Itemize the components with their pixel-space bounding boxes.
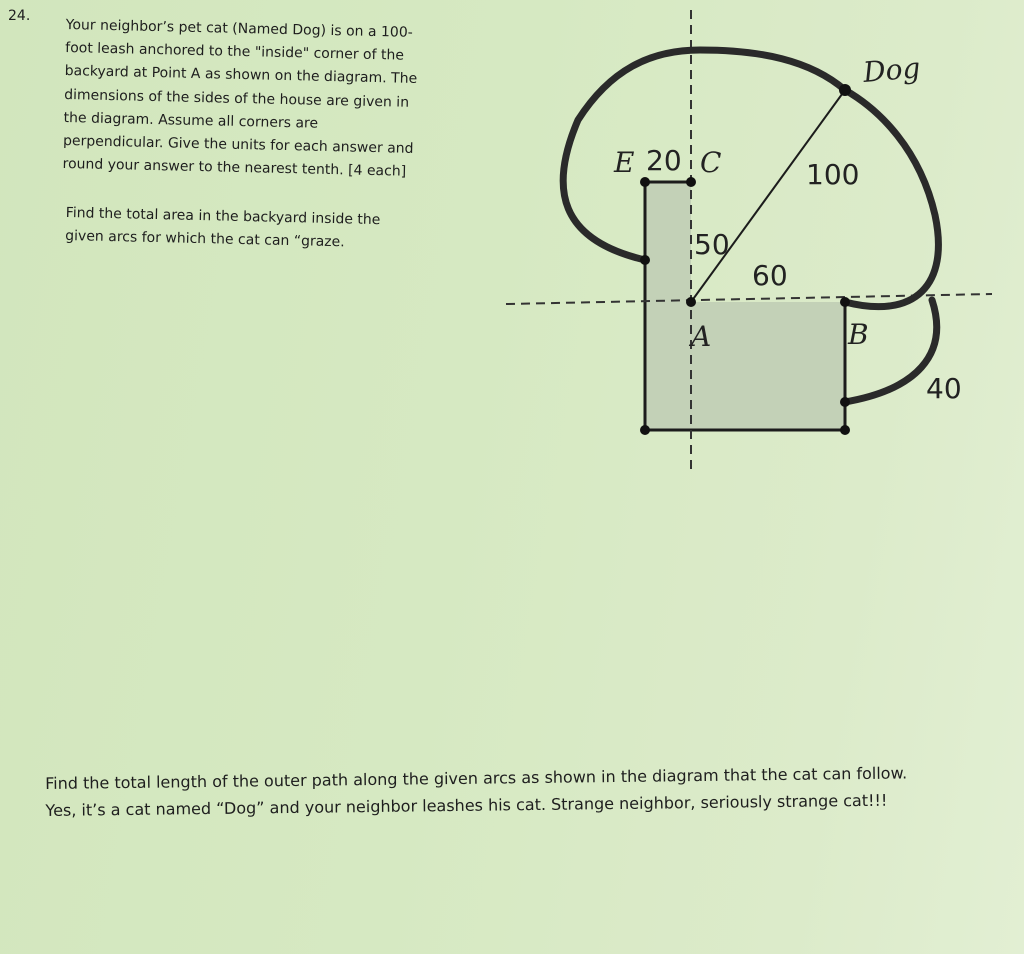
point-dog <box>839 84 851 96</box>
label-a: A <box>691 320 712 353</box>
lower-arc <box>845 300 937 402</box>
label-dog: Dog <box>861 51 922 89</box>
point-lower-arc-end <box>840 397 850 407</box>
label-100: 100 <box>806 158 860 191</box>
label-60: 60 <box>752 259 788 292</box>
question-number: 24. <box>8 8 31 24</box>
problem-line: the diagram. Assume all corners are <box>63 109 319 132</box>
point-c <box>686 177 696 187</box>
label-50: 50 <box>694 228 730 261</box>
point-a <box>686 297 696 307</box>
label-20: 20 <box>646 144 682 177</box>
problem-line: foot leash anchored to the "inside" corner of the <box>65 40 405 64</box>
problem-line: dimensions of the sides of the house are given in <box>63 86 410 111</box>
point-bottom-right <box>840 425 850 435</box>
label-b: B <box>848 318 869 351</box>
outer-arc <box>845 90 938 307</box>
point-e <box>640 177 650 187</box>
length-question-line: Yes, it’s a cat named “Dog” and your neighbor leashes his cat. Strange neighbor, seriously strange cat!!! <box>45 790 888 820</box>
problem-line: perpendicular. Give the units for each answer and <box>62 132 414 157</box>
house-side-wing <box>645 182 691 430</box>
label-40: 40 <box>926 372 962 405</box>
area-question-line: given arcs for which the cat can “graze. <box>65 228 345 251</box>
problem-line: Your neighbor’s pet cat (Named Dog) is on a 100- <box>65 16 413 41</box>
label-e: E <box>614 146 635 179</box>
house <box>645 182 845 430</box>
problem-line: backyard at Point A as shown on the diagram. The <box>64 63 418 88</box>
point-bottom-left <box>640 425 650 435</box>
area-question-line: Find the total area in the backyard inside the <box>65 204 381 229</box>
problem-line: round your answer to the nearest tenth. [4 each] <box>62 156 407 180</box>
length-question-line: Find the total length of the outer path along the given arcs as shown in the diagram that the cat can follow. <box>45 763 908 793</box>
label-c: C <box>700 146 722 179</box>
point-b <box>840 297 850 307</box>
point-left-arc-end <box>640 255 650 265</box>
house-main-block <box>691 302 845 430</box>
